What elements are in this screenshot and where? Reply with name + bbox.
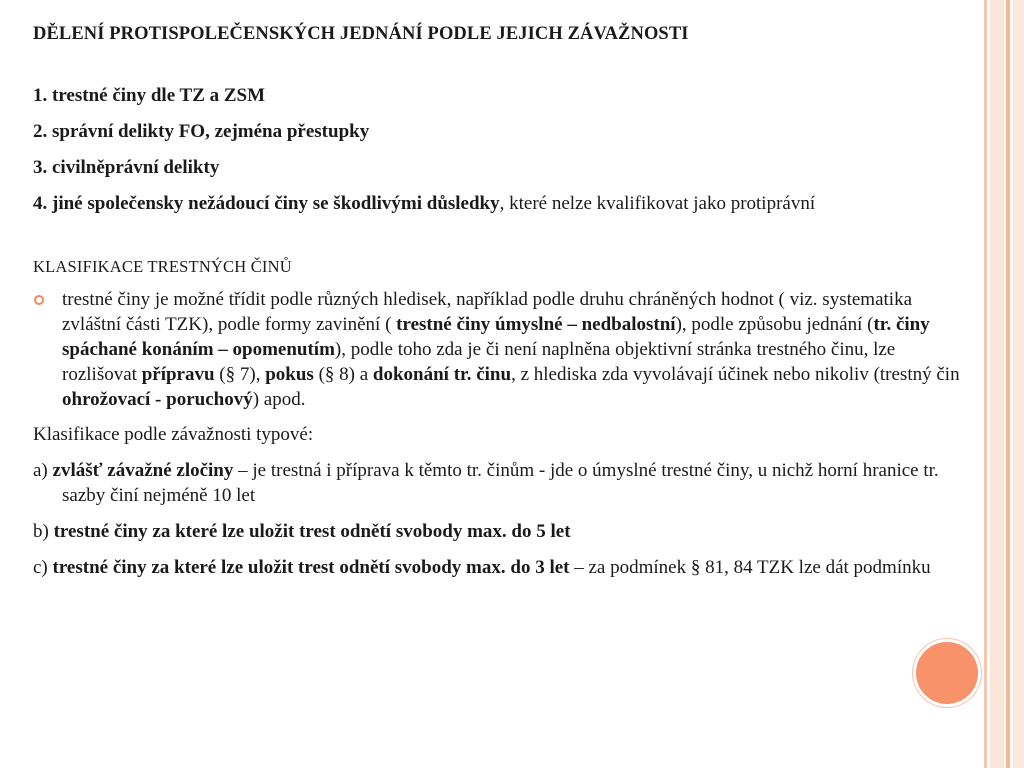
bullet-bold: ohrožovací - poruchový — [62, 389, 253, 410]
type-prefix: c) — [33, 557, 53, 578]
right-edge-stripes — [984, 0, 1024, 768]
type-text: – je trestná i příprava k těmto tr. činům - jde o úmyslné trestné činy, u nichž horní hranice tr. sazby činí nejméně 10 let — [62, 460, 939, 506]
type-bold: trestné činy za které lze uložit trest odnětí svobody max. do 3 let — [52, 557, 570, 578]
bullet-item — [33, 287, 963, 412]
bullet-text: , z hlediska zda vyvolávají účinek nebo nikoliv (trestný čin — [511, 364, 960, 385]
bullet-bold: tr. činy spáchané konáním – opomenutím — [62, 314, 930, 360]
bullet-text: trestné činy je možné třídit podle různých hledisek, například podle druhu chráněných hodnot ( viz. systematika zvláštní části TZK), podle formy zavinění ( — [62, 289, 912, 335]
bullet-bold: dokonání tr. činu — [372, 364, 512, 385]
stripe — [984, 0, 987, 768]
stripe — [1013, 0, 1024, 768]
section-subheading: KLASIFIKACE TRESTNÝCH ČINŮ — [33, 257, 292, 276]
bullet-text: (§ 7), — [214, 364, 266, 385]
item-bold: 2. správní delikty FO, zejména přestupky — [33, 121, 370, 142]
type-item — [33, 519, 963, 544]
stripe — [990, 0, 1004, 768]
type-prefix: b) — [33, 521, 54, 542]
type-bold: trestné činy za které lze uložit trest odnětí svobody max. do 5 let — [53, 521, 571, 542]
bullet-bold: přípravu — [141, 364, 215, 385]
type-bold: zvlášť závažné zločiny — [52, 460, 234, 481]
stripe — [1006, 0, 1010, 768]
bullet-bold: trestné činy úmyslné – nedbalostní — [396, 314, 676, 335]
klasifikace-line: Klasifikace podle závažnosti typové: — [33, 424, 314, 445]
slide-content — [33, 22, 963, 591]
list-item — [33, 83, 963, 108]
bullet-bold: pokus — [265, 364, 314, 385]
decorative-circle — [913, 639, 981, 707]
bullet-text: ), podle způsobu jednání ( — [675, 314, 874, 335]
item-bold: 4. jiné společensky nežádoucí činy se škodlivými důsledky — [33, 193, 500, 214]
bullet-text: ) apod. — [252, 389, 306, 410]
type-item — [33, 458, 963, 508]
item-bold: 3. civilněprávní delikty — [33, 157, 220, 178]
list-item — [33, 155, 963, 180]
item-bold: 1. trestné činy dle TZ a ZSM — [33, 85, 266, 106]
type-item — [33, 555, 963, 580]
slide-heading: DĚLENÍ PROTISPOLEČENSKÝCH JEDNÁNÍ PODLE JEJICH ZÁVAŽNOSTI — [33, 24, 689, 44]
list-item — [33, 119, 963, 144]
bullet-text: ), podle toho zda je či není naplněna objektivní stránka trestného činu, lze rozlišovat — [62, 339, 896, 385]
bullet-text: (§ 8) a — [313, 364, 373, 385]
bullet-ring-icon — [34, 295, 44, 305]
item-text: , které nelze kvalifikovat jako protiprávní — [499, 193, 816, 214]
list-item — [33, 191, 963, 216]
type-prefix: a) — [33, 460, 53, 481]
type-text: – za podmínek § 81, 84 TZK lze dát podmínku — [569, 557, 931, 578]
